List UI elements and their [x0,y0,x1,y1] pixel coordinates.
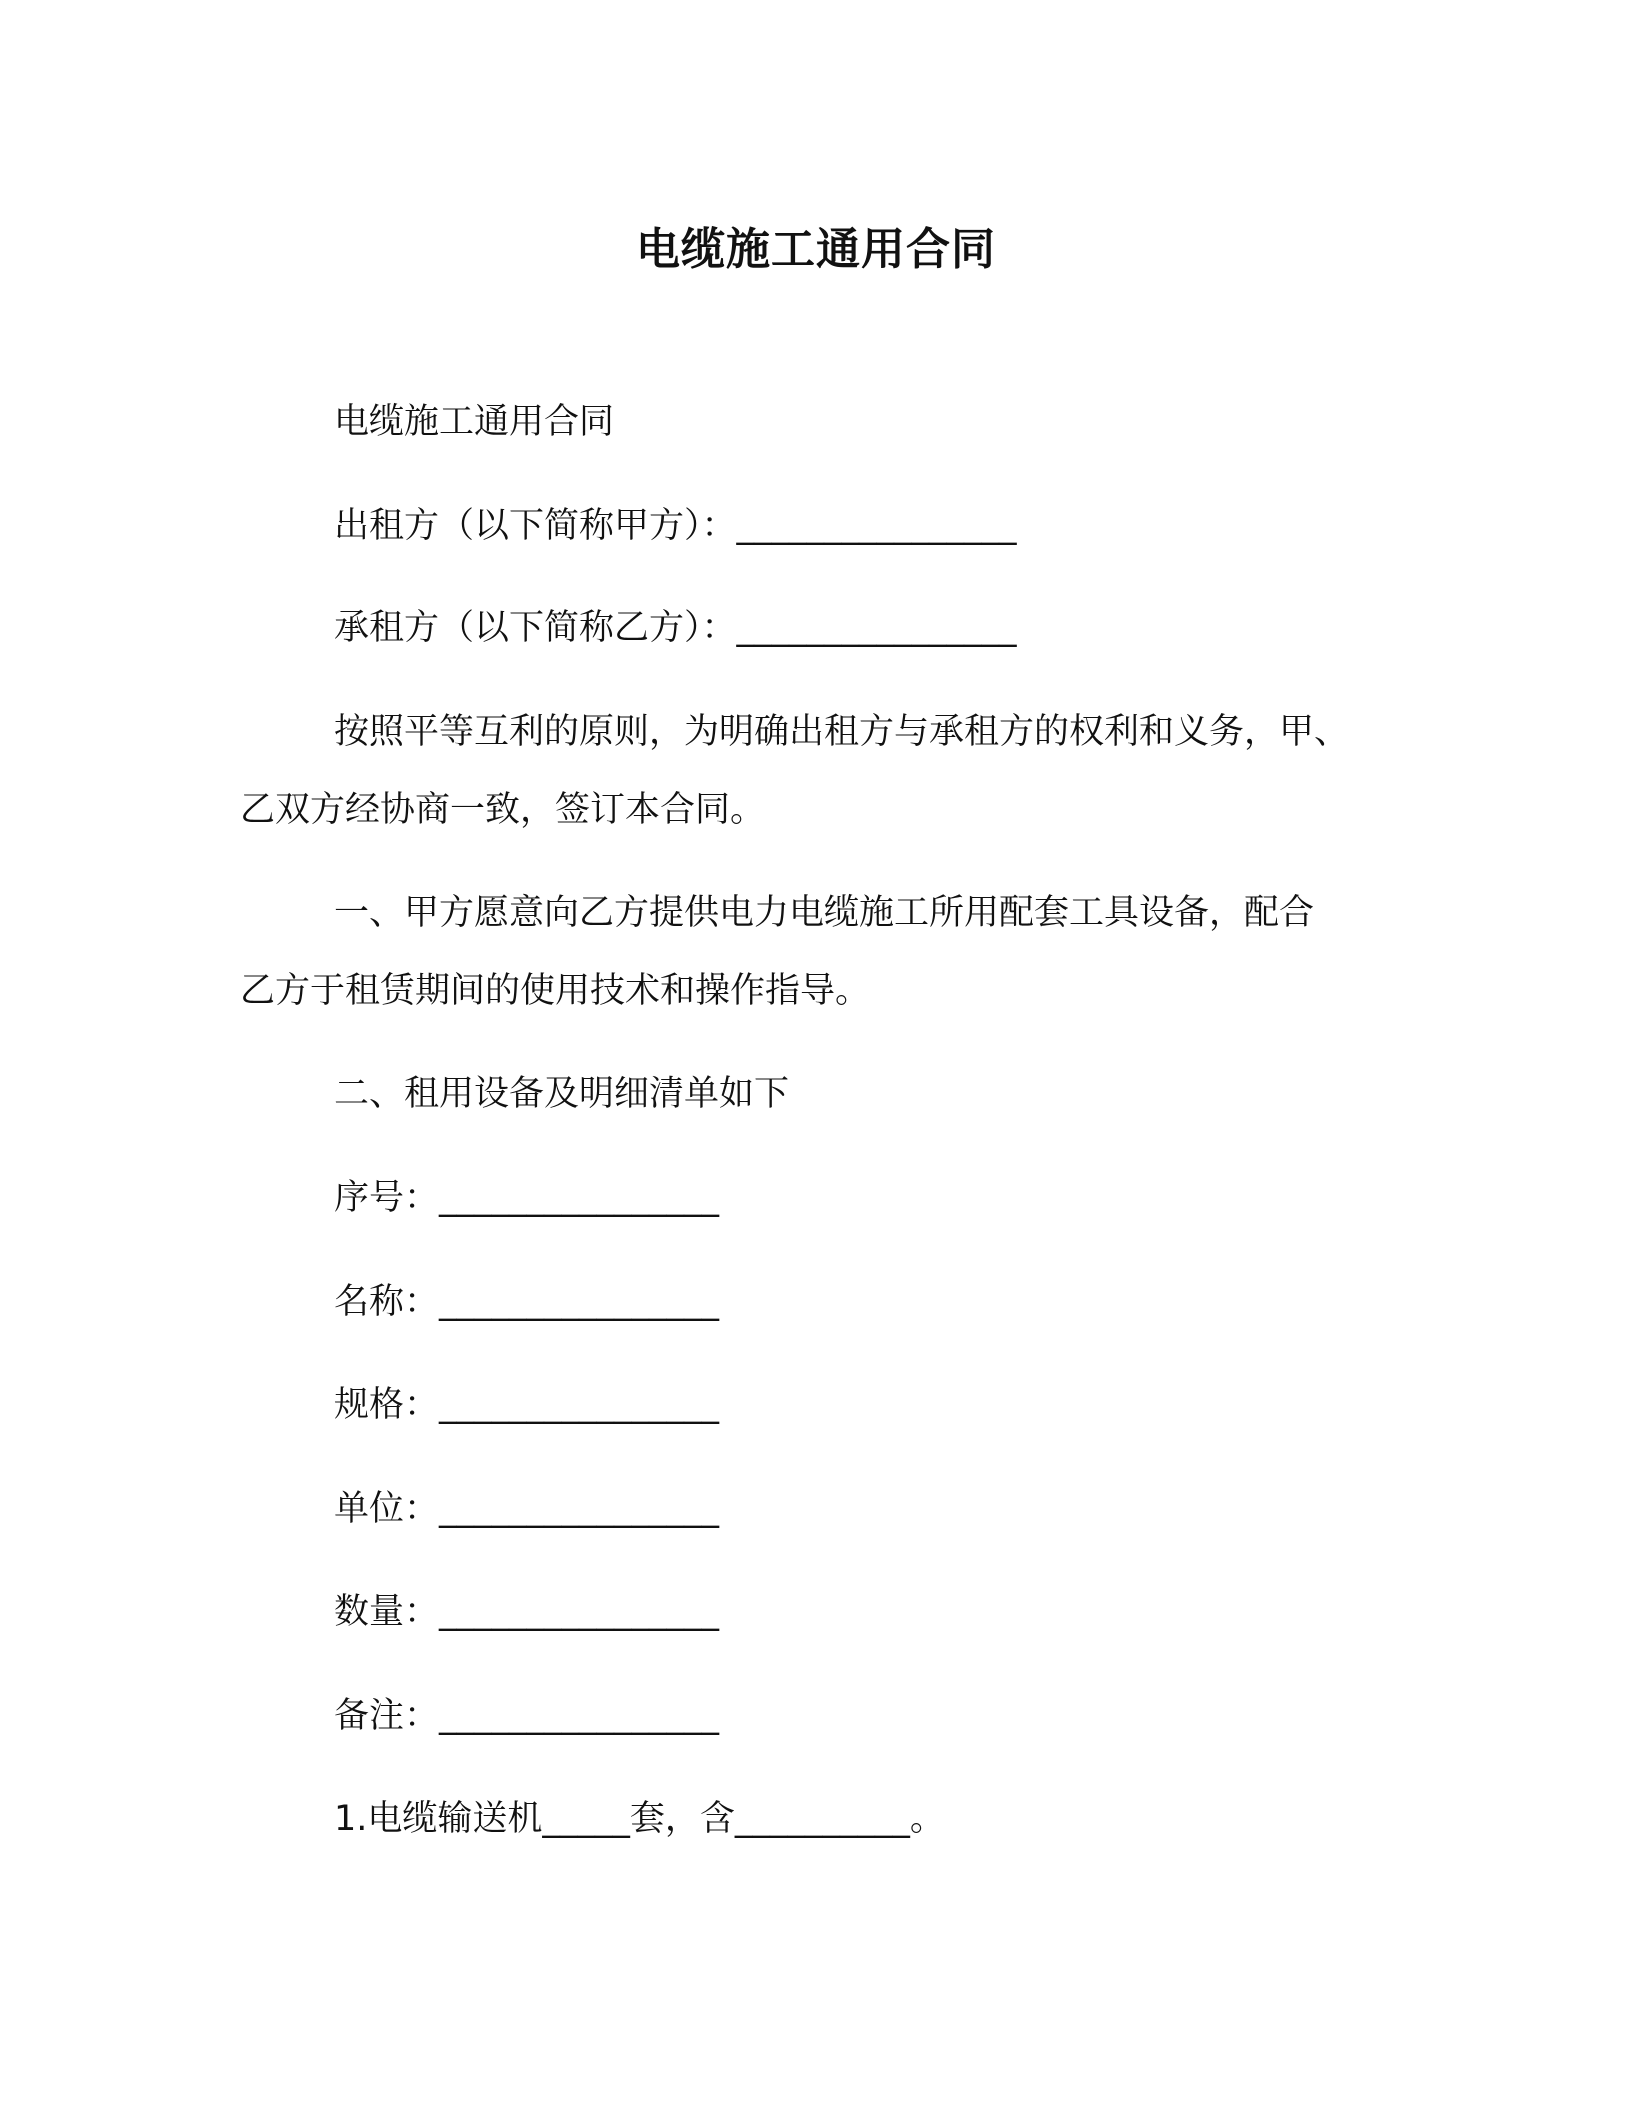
field-serial-number: 序号：________________ [334,1178,720,1218]
lessee-field: 承租方（以下简称乙方）：________________ [334,608,1017,648]
intro-paragraph-line-1: 按照平等互利的原则，为明确出租方与承租方的权利和义务，甲、 [334,712,1350,752]
clause-two-heading: 二、租用设备及明细清单如下 [334,1074,790,1114]
field-quantity: 数量：________________ [334,1592,720,1632]
clause-one-line-2: 乙方于租赁期间的使用技术和操作指导。 [240,971,871,1011]
list-item-cable-conveyor: 1.电缆输送机_____套，含__________。 [334,1799,945,1839]
intro-paragraph-line-2: 乙双方经协商一致，签订本合同。 [240,790,766,830]
field-unit: 单位：________________ [334,1489,720,1529]
field-name: 名称：________________ [334,1282,720,1322]
document-title: 电缆施工通用合同 [636,224,996,275]
field-remarks: 备注：________________ [334,1696,720,1736]
clause-one-line-1: 一、甲方愿意向乙方提供电力电缆施工所用配套工具设备，配合 [334,893,1315,933]
contract-subtitle: 电缆施工通用合同 [334,402,615,442]
lessor-field: 出租方（以下简称甲方）：________________ [334,506,1017,546]
field-specification: 规格：________________ [334,1385,720,1425]
